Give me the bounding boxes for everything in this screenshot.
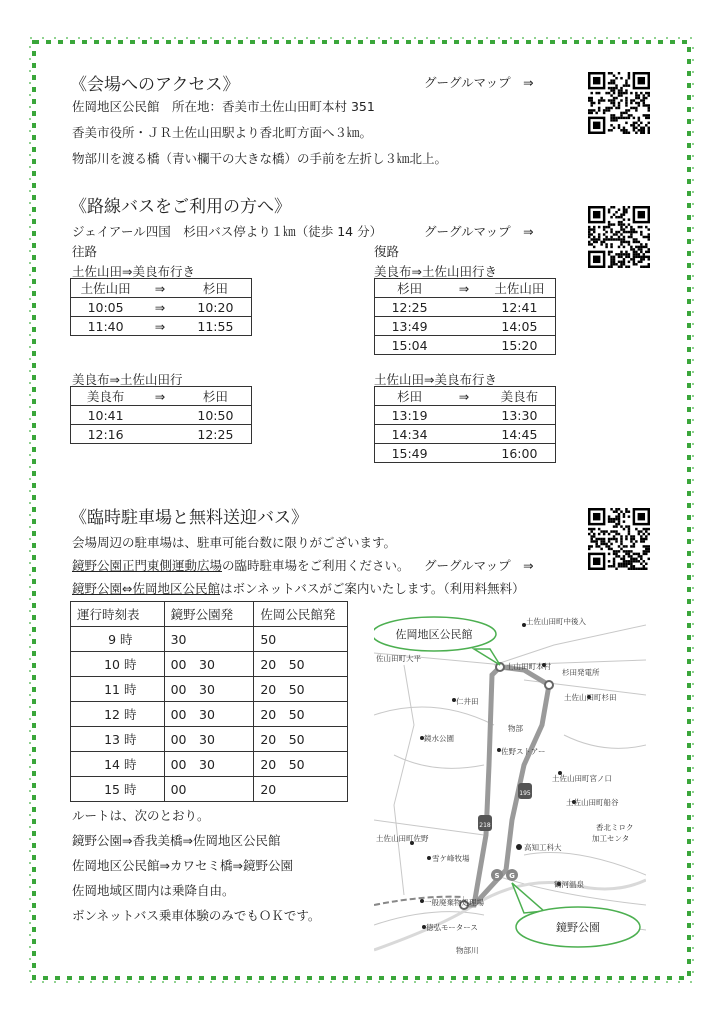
route-218-shield <box>478 815 492 831</box>
table-cell: 11:40 <box>71 317 141 336</box>
table-cell: 14:05 <box>484 317 556 336</box>
table-cell: ⇒ <box>140 317 180 336</box>
table-cell <box>444 406 484 425</box>
table-cell: 13:19 <box>375 406 445 425</box>
table-header-cell: 佐岡公民館発 <box>254 602 348 627</box>
table-row <box>71 727 348 752</box>
table-cell: 美良布 <box>484 387 556 406</box>
parking-line-1: 会場周辺の駐車場は、駐車可能台数に限りがございます。 <box>72 535 397 550</box>
parking-line-2-rest: の臨時駐車場をご利用ください。 <box>222 558 410 573</box>
return-label: 復路 <box>374 244 400 259</box>
table-cell: 10:05 <box>71 298 141 317</box>
table-cell: ⇒ <box>444 387 484 406</box>
map-label: 佐山田町大平 <box>376 654 421 663</box>
table-cell <box>140 406 180 425</box>
table-cell: 土佐山田 <box>484 279 556 298</box>
table-row <box>71 317 252 336</box>
access-map-label: グーグルマップ ⇒ <box>424 75 534 90</box>
table-cell: 13:49 <box>375 317 445 336</box>
table-cell: 20 50 <box>254 752 348 777</box>
table-header-cell: 鏡野公園発 <box>164 602 254 627</box>
table-cell: 12:16 <box>71 425 141 444</box>
svg-text:G: G <box>509 872 515 880</box>
table-cell <box>444 336 484 355</box>
table-cell: 12 時 <box>71 702 165 727</box>
map-label: 物部 <box>508 724 523 733</box>
table-row <box>375 387 556 406</box>
parking-location-link: 鏡野公園正門東側運動広場 <box>72 558 223 573</box>
table-cell: 杉田 <box>180 279 252 298</box>
table-cell: 14:34 <box>375 425 445 444</box>
table-row <box>71 652 348 677</box>
table-row <box>375 444 556 463</box>
table-cell: 11 時 <box>71 677 165 702</box>
table-cell: 12:25 <box>180 425 252 444</box>
table-cell: 20 50 <box>254 727 348 752</box>
parking-line-2 <box>72 556 410 574</box>
table-header-cell: 運行時刻表 <box>71 602 165 627</box>
route-line-1: ルートは、次のとおり。 <box>72 808 210 823</box>
map-label: 杉田発電所 <box>562 668 600 677</box>
table-row <box>71 602 348 627</box>
table-cell: 12:25 <box>375 298 445 317</box>
callout-bottom-label: 鏡野公園 <box>556 921 600 934</box>
map-label: 一般廃棄物処理場 <box>424 898 484 907</box>
bus-table-3 <box>70 386 252 444</box>
sugita-stop-marker <box>545 681 553 689</box>
table-cell: 15:49 <box>375 444 445 463</box>
route-line-3: 佐岡地区公民館⇒カワセミ橋⇒鏡野公園 <box>72 858 293 873</box>
route-line-5: ボンネットバス乗車体験のみでもＯＫです。 <box>72 908 321 923</box>
table-cell: 20 50 <box>254 652 348 677</box>
access-line-1: 佐岡地区公民館 所在地：香美市土佐山田町本村 351 <box>72 99 375 114</box>
table-cell: 土佐山田 <box>71 279 141 298</box>
bus-table-title-3: 美良布⇒土佐山田行 <box>72 372 183 387</box>
table-cell: 9 時 <box>71 627 165 652</box>
table-row <box>71 752 348 777</box>
table-cell: 美良布 <box>71 387 141 406</box>
table-cell <box>444 444 484 463</box>
table-cell <box>444 425 484 444</box>
table-cell: 10:41 <box>71 406 141 425</box>
table-row <box>71 777 348 802</box>
bus-table-title-4: 土佐山田⇒美良布行き <box>374 372 497 387</box>
table-row <box>375 317 556 336</box>
access-line-2: 香美市役所・ＪＲ土佐山田駅より香北町方面へ３㎞。 <box>72 125 373 140</box>
map-label: 加工センタ <box>592 834 630 843</box>
parking-line-3 <box>72 579 525 597</box>
table-cell: 杉田 <box>180 387 252 406</box>
table-cell: 12:41 <box>484 298 556 317</box>
route-195-shield <box>518 783 532 799</box>
map-label: 土佐山田町宮ノ口 <box>552 774 612 783</box>
table-row <box>375 336 556 355</box>
table-row <box>375 425 556 444</box>
table-cell: 00 30 <box>164 652 254 677</box>
qr-code-bus[interactable] <box>588 206 650 268</box>
map-label: 鶴河温泉 <box>554 880 584 889</box>
access-line-3: 物部川を渡る橋（青い欄干の大きな橋）の手前を左折し３㎞北上。 <box>72 151 448 166</box>
shuttle-route-link: 鏡野公園⇔佐岡地区公民館 <box>72 581 220 596</box>
table-cell: 11:55 <box>180 317 252 336</box>
qr-code-access[interactable] <box>588 72 650 134</box>
route-line-4: 佐岡地域区間内は乗降自由。 <box>72 883 235 898</box>
table-cell: ⇒ <box>140 387 180 406</box>
svg-text:218: 218 <box>479 822 491 829</box>
parking-map-label: グーグルマップ ⇒ <box>424 558 534 573</box>
table-cell <box>444 298 484 317</box>
map-label: 佐野ストアー <box>501 747 546 756</box>
table-cell: 14 時 <box>71 752 165 777</box>
table-row <box>375 298 556 317</box>
svg-text:195: 195 <box>519 790 531 797</box>
table-cell: 16:00 <box>484 444 556 463</box>
table-row <box>71 406 252 425</box>
table-cell: 20 50 <box>254 702 348 727</box>
table-cell: 10:20 <box>180 298 252 317</box>
table-row <box>71 425 252 444</box>
table-row <box>375 406 556 425</box>
map-label: 香北ミロク <box>596 823 634 832</box>
table-row <box>71 298 252 317</box>
map-label: 土山田町本村 <box>506 662 551 671</box>
table-cell: 30 <box>164 627 254 652</box>
outbound-label: 往路 <box>72 244 98 259</box>
table-cell: 杉田 <box>375 279 445 298</box>
svg-text:S: S <box>494 872 500 880</box>
bus-table-title-1: 土佐山田⇒美良布行き <box>72 264 195 279</box>
map-label: 高知工科大 <box>524 843 562 852</box>
table-cell: 00 30 <box>164 702 254 727</box>
map-label: 土佐山田町中後入 <box>526 617 586 626</box>
bus-table-2 <box>374 278 556 355</box>
map-label: 鏡水公園 <box>424 734 454 743</box>
parking-line-3-rest: はボンネットバスがご案内いたします。（利用料無料） <box>219 581 525 596</box>
route-map[interactable] <box>374 605 646 955</box>
parking-heading: 《臨時駐車場と無料送迎バス》 <box>70 508 308 528</box>
callout-top-label: 佐岡地区公民館 <box>395 628 473 641</box>
table-row <box>71 387 252 406</box>
table-cell: 00 30 <box>164 727 254 752</box>
table-cell: 13 時 <box>71 727 165 752</box>
bus-table-4 <box>374 386 556 463</box>
table-cell: 50 <box>254 627 348 652</box>
table-cell: 20 <box>254 777 348 802</box>
table-row <box>71 279 252 298</box>
bus-table-title-2: 美良布⇒土佐山田行き <box>374 264 497 279</box>
table-cell <box>140 425 180 444</box>
table-row <box>375 279 556 298</box>
bus-heading: 《路線バスをご利用の方へ》 <box>70 197 291 217</box>
table-row <box>71 627 348 652</box>
route-line-2: 鏡野公園⇒香我美橋⇒佐岡地区公民館 <box>72 833 281 848</box>
qr-code-parking[interactable] <box>588 508 650 570</box>
table-cell: 杉田 <box>375 387 445 406</box>
bus-map-label: グーグルマップ ⇒ <box>424 224 534 239</box>
table-cell: 00 30 <box>164 752 254 777</box>
table-cell: ⇒ <box>140 298 180 317</box>
table-cell: 20 50 <box>254 677 348 702</box>
table-cell: 15:20 <box>484 336 556 355</box>
map-label: 徳弘モータース <box>426 923 478 932</box>
map-label: 土佐山田町杉田 <box>564 693 617 702</box>
access-heading: 《会場へのアクセス》 <box>70 75 240 95</box>
bus-table-1 <box>70 278 252 336</box>
table-cell: ⇒ <box>140 279 180 298</box>
map-label: 雪ケ峰牧場 <box>432 854 470 863</box>
map-label: 仁井田 <box>456 697 479 706</box>
table-cell: 13:30 <box>484 406 556 425</box>
table-row <box>71 702 348 727</box>
table-cell: 00 <box>164 777 254 802</box>
map-label: 土佐山田町船谷 <box>566 798 619 807</box>
table-cell: 14:45 <box>484 425 556 444</box>
table-row <box>71 677 348 702</box>
table-cell: 00 30 <box>164 677 254 702</box>
table-cell: 10 時 <box>71 652 165 677</box>
table-cell: 15 時 <box>71 777 165 802</box>
shuttle-timetable <box>70 601 348 802</box>
table-cell <box>444 317 484 336</box>
table-cell: ⇒ <box>444 279 484 298</box>
bus-intro: ジェイアール四国 杉田バス停より１㎞（徒歩 14 分） <box>72 224 383 239</box>
table-cell: 10:50 <box>180 406 252 425</box>
table-cell: 15:04 <box>375 336 445 355</box>
map-label: 物部川 <box>456 946 479 955</box>
map-label: 土佐山田町佐野 <box>376 834 429 843</box>
